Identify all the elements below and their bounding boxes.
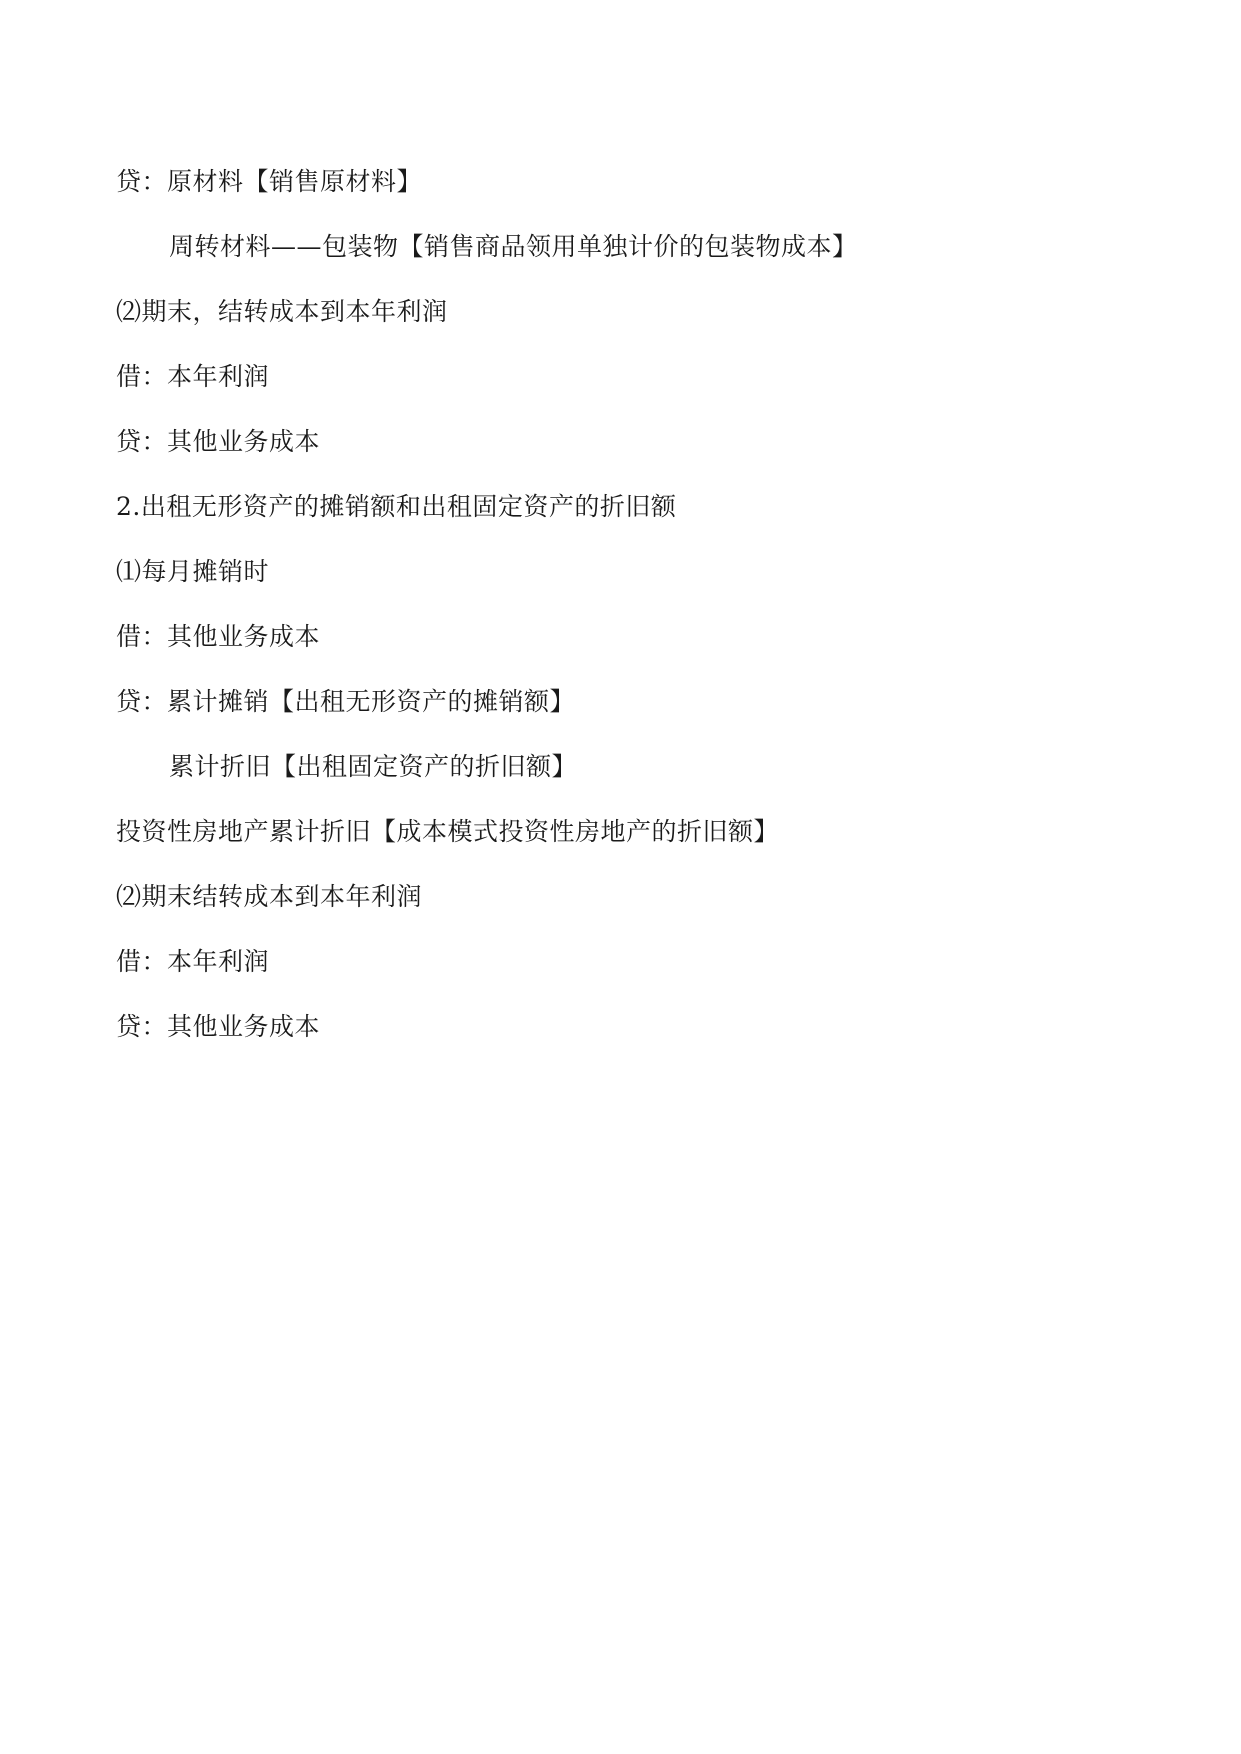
text-line: 投资性房地产累计折旧【成本模式投资性房地产的折旧额】 (116, 817, 780, 846)
text-line: ⑴每月摊销时 (116, 557, 270, 586)
text-line: 周转材料——包装物【销售商品领用单独计价的包装物成本】 (169, 232, 858, 261)
text-line: ⑵期末结转成本到本年利润 (116, 882, 423, 911)
text-line: 贷：原材料【销售原材料】 (116, 167, 423, 196)
section-heading: 2.出租无形资产的摊销额和出租固定资产的折旧额 (116, 492, 677, 521)
text-line: 借：其他业务成本 (116, 622, 321, 651)
text-line: ⑵期末，结转成本到本年利润 (116, 297, 448, 326)
text-line: 累计折旧【出租固定资产的折旧额】 (169, 752, 578, 781)
text-line: 借：本年利润 (116, 362, 270, 391)
text-line: 贷：累计摊销【出租无形资产的摊销额】 (116, 687, 576, 716)
text-line: 借：本年利润 (116, 947, 270, 976)
text-line: 贷：其他业务成本 (116, 427, 321, 456)
text-line: 贷：其他业务成本 (116, 1012, 321, 1041)
